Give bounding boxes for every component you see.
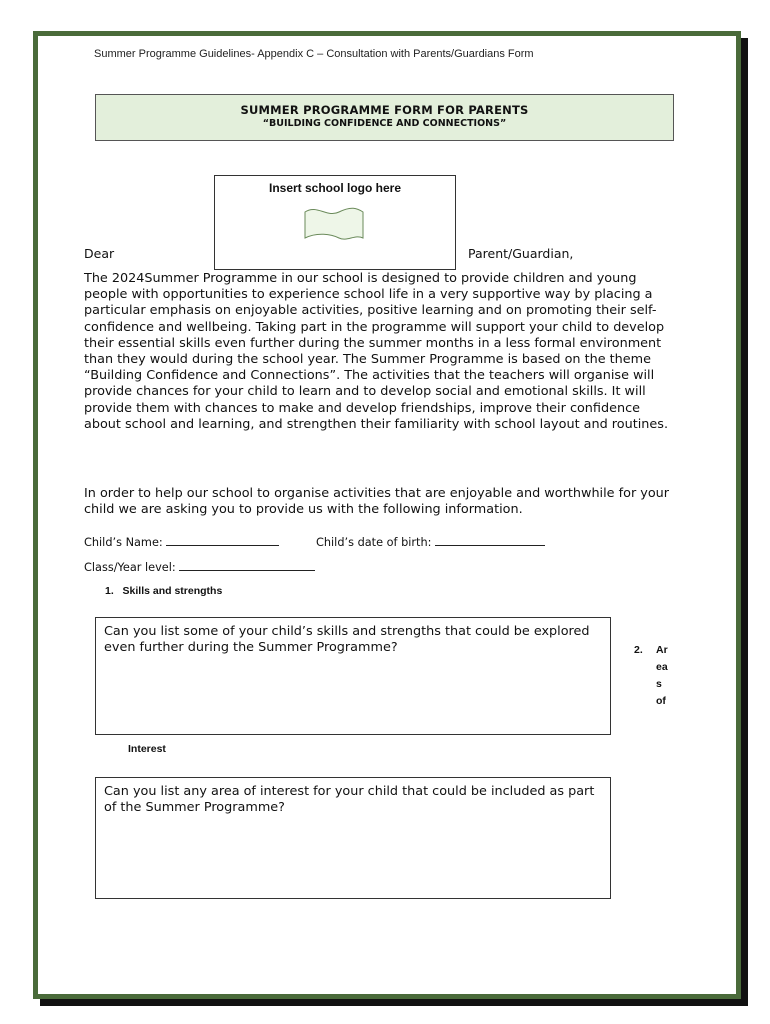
title-banner xyxy=(95,94,674,141)
dob-field xyxy=(316,535,545,549)
salutation-parent: Parent/Guardian, xyxy=(468,246,574,261)
section-2-title-fragments xyxy=(656,642,670,710)
skills-question-text: Can you list some of your child’s skills and strengths that could be explored even further during the Summer Programme? xyxy=(104,624,590,656)
child-name-field xyxy=(84,535,279,549)
fragment: s xyxy=(656,678,662,690)
flag-icon xyxy=(303,206,365,246)
intro-paragraph: The 2024Summer Programme in our school is designed to provide children and young people with opportunities to experience school life in a very supportive way by placing a particular emphasis on enjoyable activities, positive learning and on promoting their self-confidence and wellbeing. Taking part in the programme will support your child to develop their essential skills even further during the summer months in a less formal environment than they would during the school year. The Summer Programme is based on the theme “Building Confidence and Connections”. The activities that the teachers will organise will provide chances for your child to learn and to develop social and emotional skills. It will provide them with chances to make and develop friendships, improve their confidence about school and learning, and strengthen their familiarity with school layout and routines. xyxy=(84,271,669,432)
document-page xyxy=(33,31,741,999)
section-1-title: Skills and strengths xyxy=(122,585,223,597)
salutation-dear: Dear xyxy=(84,246,115,261)
section-1-heading xyxy=(105,585,222,597)
fragment: Ar xyxy=(656,644,668,656)
interest-question-box[interactable] xyxy=(95,777,611,899)
form-title: SUMMER PROGRAMME FORM FOR PARENTS xyxy=(240,103,529,117)
dob-input[interactable] xyxy=(435,535,545,546)
section-2-interest-label: Interest xyxy=(128,743,166,755)
class-year-field xyxy=(84,560,315,574)
skills-question-box[interactable] xyxy=(95,617,611,735)
child-name-label: Child’s Name: xyxy=(84,536,163,549)
fragment: ea xyxy=(656,661,668,673)
interest-question-text: Can you list any area of interest for your child that could be included as part of the Summer Programme? xyxy=(104,784,595,816)
class-year-input[interactable] xyxy=(179,560,315,571)
page-header: Summer Programme Guidelines- Appendix C – Consultation with Parents/Guardians Form xyxy=(94,48,534,60)
child-name-input[interactable] xyxy=(166,535,279,546)
fragment: of xyxy=(656,695,666,707)
class-year-label: Class/Year level: xyxy=(84,561,176,574)
section-2-number: 2. xyxy=(634,644,643,656)
section-1-number: 1. xyxy=(105,585,114,597)
request-paragraph: In order to help our school to organise activities that are enjoyable and worthwhile for your child we are asking you to provide us with the following information. xyxy=(84,486,670,518)
form-subtitle: “BUILDING CONFIDENCE AND CONNECTIONS” xyxy=(262,118,507,129)
logo-placeholder-label: Insert school logo here xyxy=(268,181,402,195)
school-logo-placeholder xyxy=(214,175,456,270)
dob-label: Child’s date of birth: xyxy=(316,536,432,549)
